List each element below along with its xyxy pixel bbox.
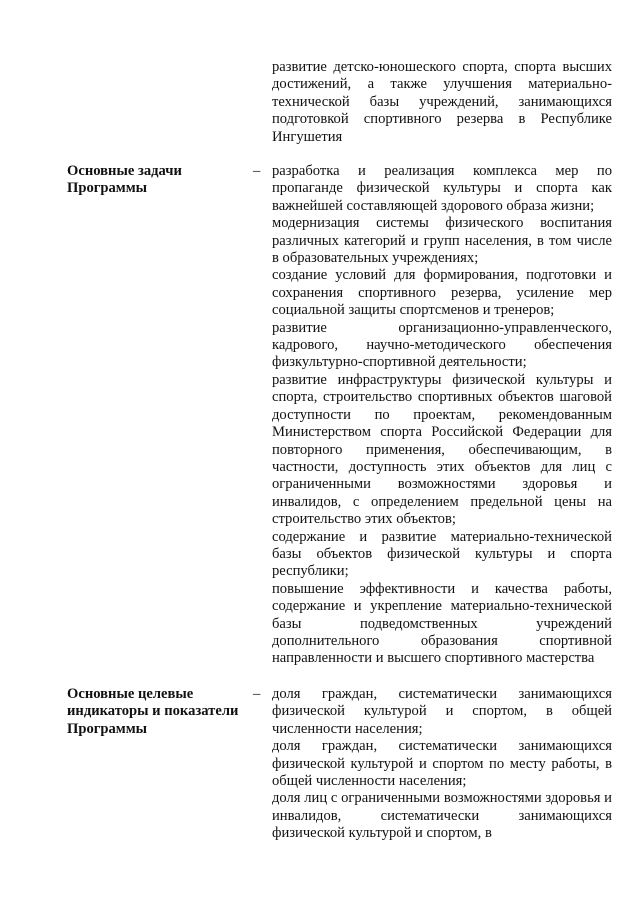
task-item: разработка и реализация комплекса мер по пропаганде физической культуры и спорта как важнейшей составляющей здорового образа жизни; — [272, 163, 612, 214]
task-item: развитие инфраструктуры физической культуры и спорта, строительство спортивных объектов шаговой доступности по проектам, рекомендованным Министерством спорта Российской Федерации для повторного применения, обеспечивающим, в частности, доступность этих объектов для лиц с ограниченными возможностями здоровья и инвалидов, с определением предельной цены на строительство этих объектов; — [272, 371, 612, 528]
tasks-label: Основные задачи Программы — [67, 163, 182, 197]
indicator-item: доля граждан, систематически занимающихся физической культурой и спортом по месту работы, в общей численности населения; — [272, 738, 612, 790]
indicators-dash: – — [253, 686, 261, 702]
task-item: развитие организационно-управленческого, кадрового, научно-методического обеспечения физкультурно-спортивной деятельности; — [272, 319, 612, 371]
tasks-text — [272, 163, 612, 668]
task-item: повышение эффективности и качества работы, содержание и укрепление материально-технической базы подведомственных учреждений дополнительного образования спортивной направленности и высшего спортивного мастерства — [272, 580, 612, 667]
indicators-label: Основные целевые индикаторы и показатели Программы — [67, 686, 239, 737]
task-item: создание условий для формирования, подготовки и сохранения спортивного резерва, усиление мер социальной защиты спортсменов и тренеров; — [272, 267, 612, 319]
indicator-item: доля граждан, систематически занимающихся физической культурой и спортом, в общей численности населения; — [272, 686, 612, 737]
task-item: модернизация системы физического воспитания различных категорий и групп населения, в том числе в образовательных учреждениях; — [272, 215, 612, 267]
indicator-item: доля лиц с ограниченными возможностями здоровья и инвалидов, систематически занимающихся физической культурой и спортом, в — [272, 790, 612, 842]
tasks-dash: – — [253, 163, 261, 179]
intro-paragraph: развитие детско-юношеского спорта, спорта высших достижений, а также улучшения материально-технической базы учреждений, занимающихся подготовкой спортивного резерва в Республике Ингушетия — [272, 59, 612, 145]
intro-text — [272, 59, 612, 146]
indicators-text — [272, 686, 612, 843]
task-item: содержание и развитие материально-технической базы объектов физической культуры и спорта республики; — [272, 528, 612, 580]
